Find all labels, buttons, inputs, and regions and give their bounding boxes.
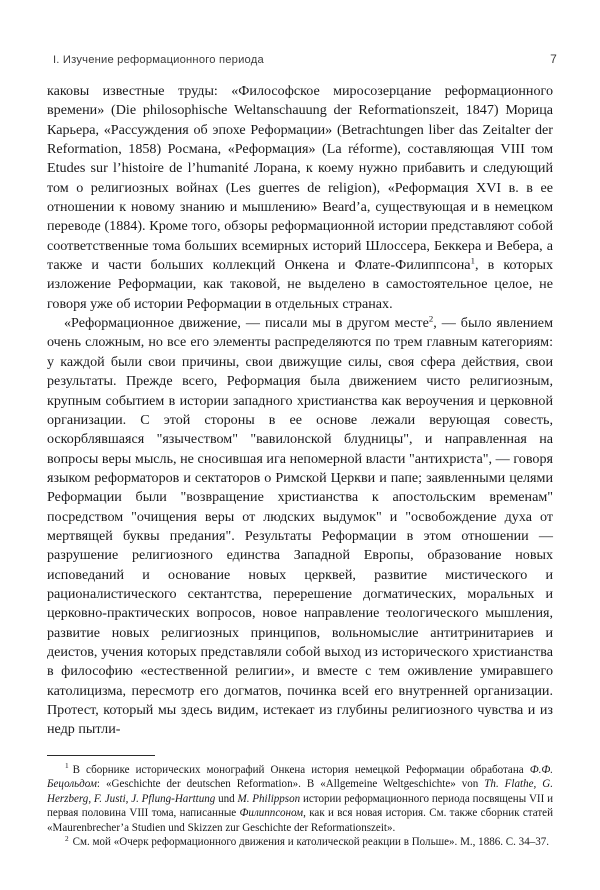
paragraph-2-text: «Реформационное движение, — писали мы в другом месте: [64, 315, 429, 332]
body-text: [47, 82, 553, 740]
footnote-italic-run: Ф.Ф. Бецольдом: [47, 763, 553, 791]
page-number: 7: [550, 52, 557, 66]
footnote-separator-rule: [47, 755, 155, 756]
footnote-2-marker: 2: [65, 834, 69, 843]
footnote-italic-run: Th. Flathe, G. Herzberg, F. Justi, J. Pflung-Harttung: [47, 778, 553, 805]
footnote-text-run: und: [215, 792, 238, 805]
footnote-text-run: См. мой «Очерк реформационного движения и католической реакции в Польше». М., 1886. С. 34–37.: [72, 836, 550, 849]
footnote-1-text: [47, 764, 553, 834]
footnote-ref-2[interactable]: 2: [428, 313, 434, 324]
paragraph-2-text-after-ref: , — было явлением очень сложным, но все его элементы распределяются по трем главным категориям: у каждой были свои причины, свои движущие силы, своя сфера действия, свои результаты. Прежде всего, Реформация была движением чисто религиозным, крупным событием в истории западного христианства как вероучения и церковной организации. С этой стороны в ее основе лежали верующая совесть, оскорблявшаяся "язычеством" "вавилонской блудницы", и направленная на вопросы веры мысль, не сносившая ига непомерной власти "антихриста", — говоря языком реформаторов и сектаторов о Римской Церкви и папе; заявленными целями Реформации были "возвращение христианства к апостольским временам" посредством "очищения веры от людских выдумок" и "освобождение духа от мертвящей буквы предания". Результаты Реформации в этом отношении — разрушение религиозного единства Западной Европы, образование новых исповеданий и основание новых церквей, развитие мистического и рационалистического сектантства, перерешение догматических, моральных и церковно-практических вопросов, новое направление теологического мышления, развитие новых религиозных принципов, вольномыслие антитринитариев и деистов, учения которых представляли собой выход из исторического христианства в философию «естественной религии», и вместе с тем оживление умиравшего католицизма, пересмотр его догматов, починка всей его внутренней организации. Протест, который мы здесь видим, истекает из глубины религиозного чувства и из недр пытли-: [47, 315, 553, 738]
footnote-text-run: В сборнике исторических монографий Онкена история немецкой Реформации обработана: [72, 763, 530, 776]
footnote-area: [47, 755, 553, 850]
footnote-text-run: истории реформационного периода посвящены VII и первая половина VIII тома, написанные: [47, 792, 554, 820]
page-content: [47, 0, 557, 850]
footnote-text-run: , как и вся новая история. См. также сборник статей «Maurenbrecher’a Studien und Skizzen zur Geschichte der Reformationszeit».: [47, 807, 553, 834]
footnote-2: [47, 835, 553, 850]
footnote-text-run: : «Geschichte der deutschen Reformation». В «Allgemeine Weltgeschichte» von: [96, 778, 485, 791]
paragraph-1-text: каковы известные труды: «Философское миросозерцание реформационного времени» (Die philosophische Weltanschauung der Reformationszeit, 1847) Морица Карьера, «Рассуждения об эпохе Реформации» (Betrachtungen liber das Zeitalter der Reformation, 1858) Росмана, «Реформация» (La réforme), составляющая VIII том Etudes sur l’histoire de l’humanité Лорана, к коему нужно прибавить и следующий том о религиозных войнах (Les guerres de religion), «Реформация XVI в. в ее отношении к новому знанию и мышлению» Beard’a, существующая и в немецком переводе (1884). Кроме того, обзоры реформационной истории представляют собой соответственные тома больших всемирных историй Шлоссера, Беккера и Вебера, а также и части больших коллекций Онкена и Флате-Филиппсона: [47, 83, 553, 274]
footnote-1: [47, 763, 553, 836]
paragraph-2: [47, 314, 553, 740]
footnote-2-text: [73, 836, 549, 848]
footnote-italic-run: M. Philippson: [237, 792, 301, 805]
footnote-1-marker: 1: [65, 762, 69, 771]
running-head: [53, 0, 557, 66]
footnote-ref-1[interactable]: 1: [470, 255, 475, 266]
footnote-italic-run: Филиппсоном: [239, 807, 304, 820]
paragraph-1: [47, 82, 553, 314]
running-head-title: I. Изучение реформационного периода: [53, 54, 264, 66]
paragraph-1-text-after-ref: , в которых изложение Реформации, как таковой, не выделено в самостоятельное целое, не говоря уже об истории Реформации в отдельных странах.: [47, 257, 553, 312]
